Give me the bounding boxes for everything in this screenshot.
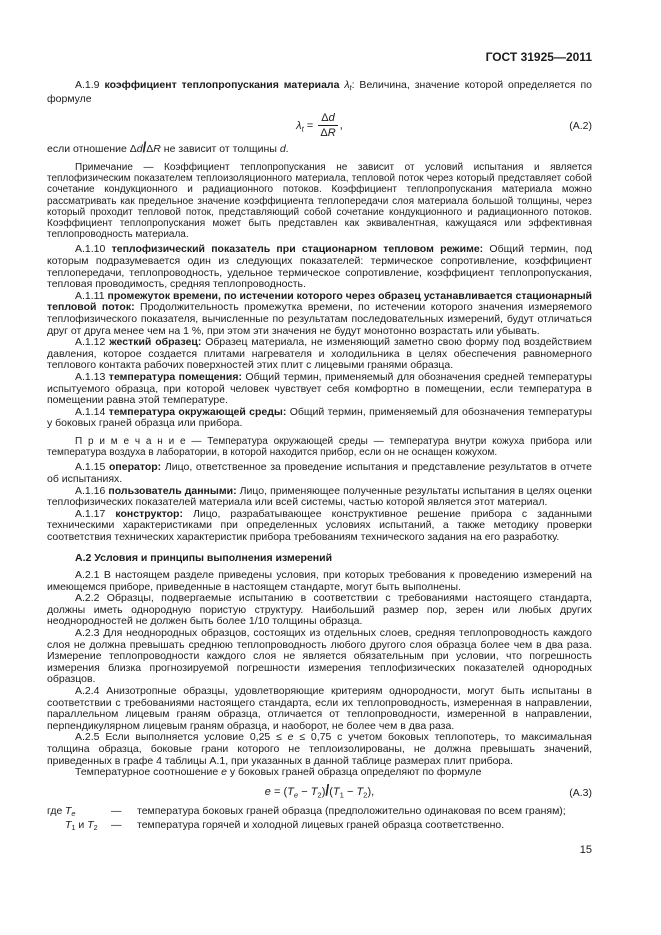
formula-a2-denominator: ΔR bbox=[320, 127, 336, 140]
para-a1-10: А.1.10 теплофизический показатель при стационарном тепловом режиме: Общий термин, под которым подразумевается один из следующих показателей: термическое сопротивление, коэффициент теплопередачи, теплопроводность, удельное термическое сопротивление, коэффициент теплопропускания, тепловая проводимость, средняя теплопроводность. bbox=[47, 243, 592, 291]
dash: — bbox=[111, 818, 122, 831]
formula-a3-number: (А.3) bbox=[569, 787, 592, 800]
para-a2-4: А.2.4 Анизотропные образцы, удовлетворяющие критериям однородности, могут быть испытаны в соответствии с требованиями настоящего стандарта, если их теплопроводность, измеренная в направлении, параллельном лицевым граням образца, отличается от теплопроводности, измеренной в направлении, перпендикулярном лицевым граням образца, и наоборот, не более чем в два раза. bbox=[47, 685, 592, 732]
para-a1-12: А.1.12 жесткий образец: Образец материала, не изменяющий заметно свою форму под воздействием давления, которое создается плитами нагревателя и холодильника в целях обеспечения равномерного теплового контакта рабочих поверхностей этих плит с лицевыми гранями образца. bbox=[47, 336, 592, 372]
para-a2-1: А.2.1 В настоящем разделе приведены условия, при которых требования к проведению измерений на имеющемся приборе, приведенные в настоящем стандарте, могут быть выполнены. bbox=[47, 569, 592, 593]
symbol-definition-row bbox=[47, 820, 592, 834]
section-heading-a2: А.2 Условия и принципы выполнения измерений bbox=[75, 552, 333, 565]
para-formula-a2-condition: если отношение Δd/ΔR не зависит от толщины d. bbox=[47, 139, 289, 157]
para-a1-16: А.1.16 пользователь данными: Лицо, применяющее полученные результаты испытания в целях оценки теплофизических показателей материала или всей системы, частью которой является этот материал. bbox=[47, 484, 593, 509]
note-a1-9: Примечание — Коэффициент теплопропускания не зависит от условий испытания и является теплофизическим показателем теплоизоляционного материала, тепловой поток через который представляет собой сочетание кондукционного и радиационного потоков. Коэффициент теплопропускания материала можно рассматривать как предельное значение коэффициента теплопередачи слоя материала большой толщины, через который проходит тепловой поток, представляющий собой сочетание кондукционного и радиационного потоков. Коэффициент теплопропускания может быть представлен как эквивалентная, кажущаяся или эффективная теплопроводность материала. bbox=[47, 161, 592, 241]
symbol-te-description: температура боковых граней образца (предположительно одинаковая по всем граням); bbox=[137, 805, 566, 818]
symbol-te: $T_e$ bbox=[65, 805, 76, 819]
para-a1-15: А.1.15 оператор: Лицо, ответственное за проведение испытания и представление результатов в отчете об испытаниях. bbox=[47, 461, 592, 485]
formula-a2 bbox=[47, 112, 592, 139]
page-number: 15 bbox=[579, 844, 592, 856]
para-a2-2: А.2.2 Образцы, подвергаемые испытанию в соответствии с требованиями настоящего стандарта, должны иметь однородную пористую структуру. Наибольший размер пор, зерен или любых других неоднородностей не должен быть более 1/10 толщины образца. bbox=[47, 592, 592, 628]
symbol-definitions bbox=[47, 806, 592, 834]
formula-a2-numerator: Δd bbox=[318, 112, 337, 126]
para-a2-3: А.2.3 Для неоднородных образцов, состоящих из отдельных слоев, средняя теплопроводность каждого слоя не должна превышать среднюю теплопроводность любого другого слоя образца более чем в два раза. Измерение теплопроводности каждого слоя не является обязательным при условии, что погрешность измерения близка прогнозируемой погрешности измерения теплофизических показателей однородных образцов. bbox=[47, 627, 592, 686]
note-a1-14: П р и м е ч а н и е — Температура окружающей среды — температура внутри кожуха прибора или температура воздуха в лаборатории, в которой находится прибор, если он не оснащен кожухом. bbox=[47, 435, 592, 459]
formula-a2-fraction bbox=[318, 112, 337, 139]
para-temperature-ratio: Температурное соотношение e у боковых граней образца определяют по формуле bbox=[75, 766, 482, 779]
para-a1-11: А.1.11 промежуток времени, по истечении которого через образец устанавливается стационарный тепловой поток: Продолжительность промежутка времени, по истечении которого значения измеряемого теплофизического показателя, вычисленные по результатам последовательных измерений, будут отличаться друг от друга менее чем на 1 %, при этом эти значения не будут монотонно возрастать или убывать. bbox=[47, 289, 592, 337]
para-a1-9: А.1.9 коэффициент теплопропускания материала $\lambda_t$: Величина, значение которой определяется по формуле bbox=[47, 79, 592, 105]
para-a2-5: А.2.5 Если выполняется условие 0,25 ≤ e ≤ 0,75 с учетом боковых теплопотерь, то максимальная толщина образца, боковые грани которого не теплоизолированы, не должна превышать значений, приведенных в графе 4 таблицы А.1, при указанных в данной таблице размерах плит прибора. bbox=[47, 731, 592, 767]
where-lead: где bbox=[47, 805, 63, 818]
running-header-standard-number: ГОСТ 31925—2011 bbox=[485, 50, 592, 64]
symbol-t1-t2: $T_1$ и $T_2$ bbox=[65, 818, 98, 833]
symbol-definition-row bbox=[47, 806, 592, 820]
formula-a2-trailing-comma: , bbox=[339, 119, 343, 132]
dash: — bbox=[111, 805, 122, 818]
para-a1-17: А.1.17 конструктор: Лицо, разрабатывающее конструктивное решение прибора с заданными техническими характеристиками при определенных условиях испытаний, а также методику проверки соответствия технических характеристик прибора требованиям технического задания на его разработку. bbox=[47, 507, 592, 543]
formula-a2-number: (А.2) bbox=[569, 119, 592, 132]
formula-a3-body: $e = (T_e - T_2)/(T_1 - T_2)$, bbox=[264, 781, 375, 800]
formula-a3 bbox=[47, 781, 592, 801]
symbol-t1-t2-description: температура горячей и холодной лицевых граней образца соответственно. bbox=[137, 818, 505, 831]
para-a1-14: А.1.14 температура окружающей среды: Общий термин, применяемый для обозначения температуры у боковых граней образца или прибора. bbox=[47, 405, 593, 430]
para-a1-13: А.1.13 температура помещения: Общий термин, применяемый для обозначения средней температуры испытуемого образца, при которой человек чувствует себя комфортно в помещении, если температура в помещении равна этой температуре. bbox=[47, 370, 592, 407]
formula-a2-lhs: $\lambda_t$ = bbox=[296, 119, 317, 134]
